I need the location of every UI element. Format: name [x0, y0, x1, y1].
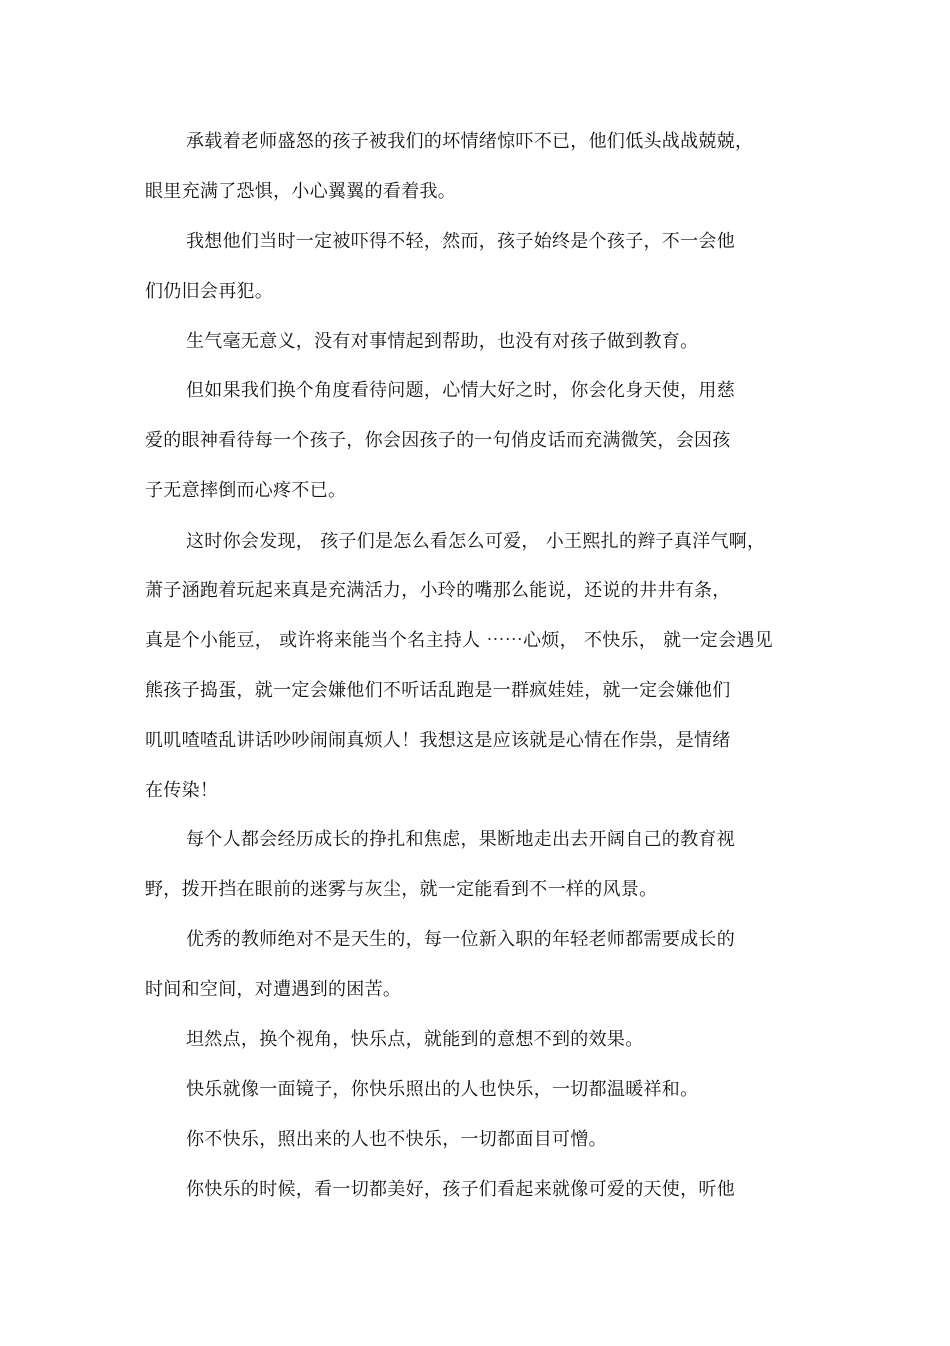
paragraph-line: 们仍旧会再犯。 [145, 281, 274, 302]
paragraph-line: 子无意摔倒而心疼不已。 [145, 480, 347, 501]
paragraph-line: 你快乐的时候，看一切都美好，孩子们看起来就像可爱的天使，听他 [186, 1179, 735, 1200]
paragraph-line: 但如果我们换个角度看待问题，心情大好之时，你会化身天使，用慈 [186, 380, 735, 401]
paragraph-line: 野，拨开挡在眼前的迷雾与灰尘，就一定能看到不一样的风景。 [145, 879, 658, 900]
paragraph-line: 你不快乐，照出来的人也不快乐，一切都面目可憎。 [186, 1129, 607, 1150]
paragraph-line: 生气毫无意义，没有对事情起到帮助，也没有对孩子做到教育。 [186, 331, 699, 352]
paragraph-line: 萧子涵跑着玩起来真是充满活力，小玲的嘴那么能说，还说的井井有条， [145, 580, 731, 601]
paragraph-line: 叽叽喳喳乱讲话吵吵闹闹真烦人！我想这是应该就是心情在作祟，是情绪 [145, 730, 731, 751]
paragraph-line: 爱的眼神看待每一个孩子，你会因孩子的一句俏皮话而充满微笑，会因孩 [145, 430, 731, 451]
paragraph-line: 眼里充满了恐惧，小心翼翼的看着我。 [145, 181, 457, 202]
paragraph-line: 每个人都会经历成长的挣扎和焦虑，果断地走出去开阔自己的教育视 [186, 829, 735, 850]
paragraph-line: 真是个小能豆， 或许将来能当个名主持人 ⋯⋯心烦， 不快乐， 就一定会遇见 [145, 630, 773, 651]
paragraph-line: 快乐就像一面镜子，你快乐照出的人也快乐，一切都温暖祥和。 [186, 1079, 699, 1100]
paragraph-line: 承载着老师盛怒的孩子被我们的坏情绪惊吓不已，他们低头战战兢兢， [186, 131, 754, 152]
paragraph-line: 优秀的教师绝对不是天生的，每一位新入职的年轻老师都需要成长的 [186, 929, 735, 950]
paragraph-line: 时间和空间，对遭遇到的困苦。 [145, 979, 402, 1000]
paragraph-line: 这时你会发现， 孩子们是怎么看怎么可爱， 小王熙扎的辫子真洋气啊， [186, 531, 766, 552]
paragraph-line: 熊孩子捣蛋，就一定会嫌他们不听话乱跑是一群疯娃娃，就一定会嫌他们 [145, 680, 731, 701]
paragraph-line: 坦然点，换个视角，快乐点，就能到的意想不到的效果。 [186, 1029, 644, 1050]
paragraph-line: 在传染！ [145, 780, 219, 801]
paragraph-line: 我想他们当时一定被吓得不轻，然而，孩子始终是个孩子，不一会他 [186, 231, 735, 252]
